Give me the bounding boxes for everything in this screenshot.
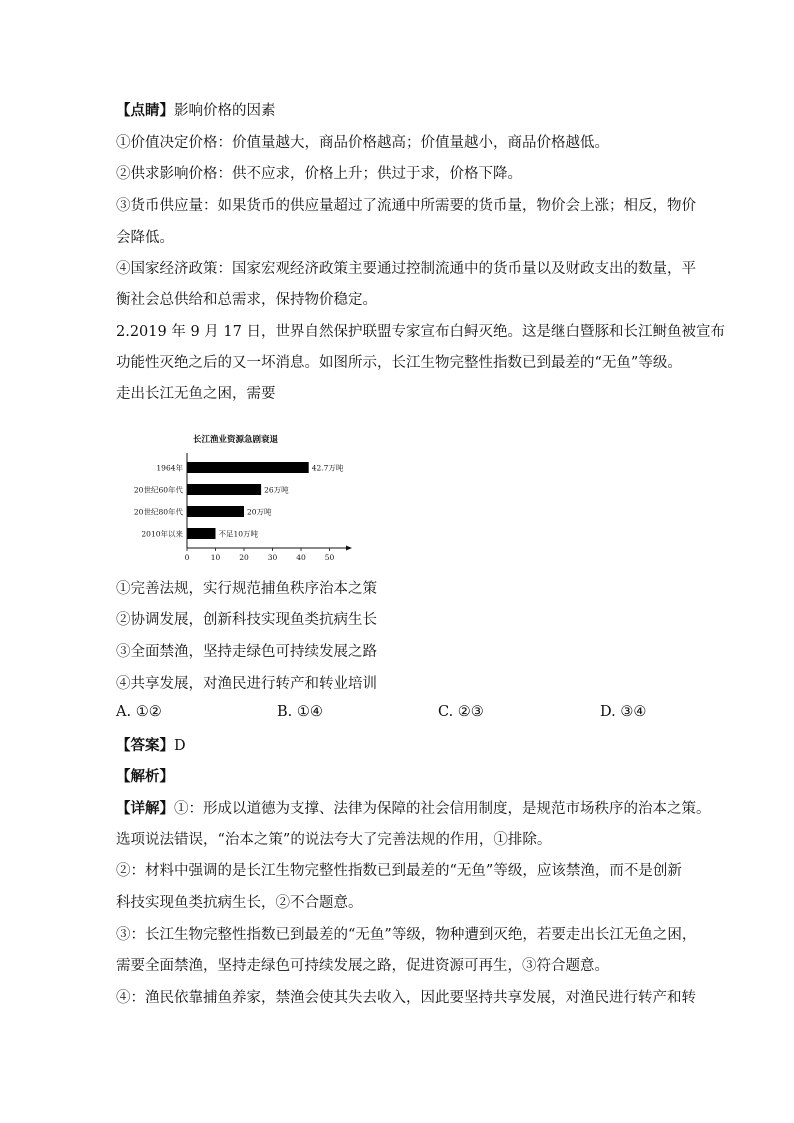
detail-line-6: 需要全面禁渔，坚持走绿色可持续发展之路，促进资源可再生，③符合题意。 (116, 958, 609, 974)
tip-point-4-line-1: ④国家经济政策：国家宏观经济政策主要通过控制流通中的货币量以及财政支出的数量，平 (116, 261, 696, 277)
category-label: 2010年以来 (141, 529, 183, 539)
tip-point-1: ①价值决定价格：价值量越大，商品价格越高；价值量越小，商品价格越低。 (116, 135, 609, 151)
statement-2: ②协调发展，创新科技实现鱼类抗病生长 (116, 612, 377, 628)
answer-line (116, 735, 186, 757)
tip-point-2: ②供求影响价格：供不应求，价格上升；供过于求，价格下降。 (116, 166, 522, 182)
question-stem-line-3: 走出长江无鱼之困，需要 (116, 386, 276, 402)
detail-line-1 (116, 798, 711, 820)
option-b[interactable]: B. ①④ (277, 704, 323, 720)
tip-heading (116, 100, 276, 122)
bar (187, 506, 244, 517)
x-tick-label: 50 (324, 553, 335, 562)
tip-point-4-line-2: 衡社会总供给和总需求，保持物价稳定。 (116, 292, 377, 308)
x-tick-label: 30 (267, 553, 278, 562)
detail-line-4: 科技实现鱼类抗病生长，②不合题意。 (116, 895, 363, 911)
statement-3: ③全面禁渔，坚持走绿色可持续发展之路 (116, 644, 377, 660)
analysis-label: 【解析】 (116, 768, 174, 785)
detail-line-3: ②：材料中强调的是长江生物完整性指数已到最差的“无鱼”等级，应该禁渔，而不是创新 (116, 863, 682, 879)
chart-x-axis-arrow (346, 546, 352, 551)
option-d[interactable]: D. ③④ (600, 704, 647, 720)
fishery-bar-chart (110, 425, 360, 565)
statement-4: ④共享发展，对渔民进行转产和转业培训 (116, 676, 377, 692)
value-label: 26万吨 (264, 485, 289, 495)
tip-title: 影响价格的因素 (174, 103, 276, 119)
detail-line-7: ④：渔民依靠捕鱼养家，禁渔会使其失去收入，因此要坚持共享发展，对渔民进行转产和转 (116, 990, 696, 1006)
tip-label: 【点睛】 (116, 102, 174, 119)
answer-options (116, 704, 676, 726)
bar (187, 528, 216, 539)
chart-title: 长江渔业资源急剧衰退 (193, 435, 279, 445)
detail-line-2: 选项说法错误，“治本之策”的说法夸大了完善法规的作用，①排除。 (116, 832, 552, 848)
tip-point-3-line-1: ③货币供应量：如果货币的供应量超过了流通中所需要的货币量，物价会上涨；相反，物价 (116, 198, 696, 214)
answer-value: D (174, 738, 186, 754)
category-label: 1964年 (156, 463, 183, 473)
statement-1: ①完善法规，实行规范捕鱼秩序治本之策 (116, 581, 377, 597)
category-label: 20世纪80年代 (133, 507, 183, 517)
option-c[interactable]: C. ②③ (438, 704, 484, 720)
detail-text-1: ①：形成以道德为支撑、法律为保障的社会信用制度，是规范市场秩序的治本之策。 (174, 801, 711, 817)
answer-label: 【答案】 (116, 737, 174, 754)
detail-label: 【详解】 (116, 800, 174, 817)
question-stem-line-1: 2.2019 年 9 月 17 日，世界自然保护联盟专家宣布白鲟灭绝。这是继白暨豚和长江鲥鱼被宣布 (116, 324, 725, 340)
bar (187, 462, 309, 473)
value-label: 42.7万吨 (311, 463, 344, 473)
x-tick-label: 10 (210, 553, 221, 562)
x-tick-label: 20 (239, 553, 249, 562)
bar (187, 484, 261, 495)
x-tick-label: 40 (296, 553, 306, 562)
category-label: 20世纪60年代 (133, 485, 183, 495)
x-tick-label: 0 (184, 553, 190, 562)
detail-line-5: ③：长江生物完整性指数已到最差的“无鱼”等级，物种遭到灭绝，若要走出长江无鱼之困， (116, 927, 697, 943)
tip-point-3-line-2: 会降低。 (116, 230, 174, 246)
value-label: 不足10万吨 (218, 529, 259, 539)
question-stem-line-2: 功能性灭绝之后的又一坏消息。如图所示，长江生物完整性指数已到最差的“无鱼”等级。 (116, 355, 682, 371)
option-a[interactable]: A. ①② (116, 704, 162, 720)
value-label: 20万吨 (247, 507, 272, 517)
